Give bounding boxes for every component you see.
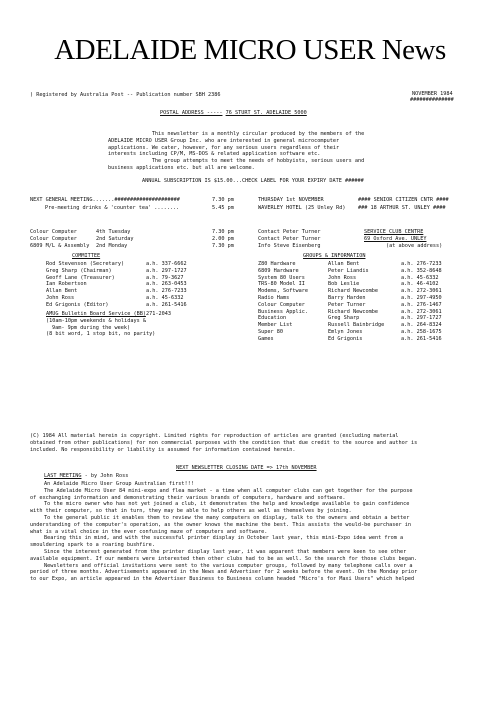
groups-info-row	[258, 336, 442, 343]
schedule-when: 2nd Monday	[96, 242, 128, 249]
groups-info-row	[258, 302, 442, 309]
group-phone: a.h. 297-4950	[401, 294, 442, 301]
article-line: Bearing this in mind, and with the successful printer display in October last year, this mini-Expo idea went from a	[44, 535, 404, 542]
article-line: with their computer, so that in turn, they may be able to help others as well as themselves by joining.	[30, 508, 352, 515]
schedule-contact: Info Steve Eisenberg	[258, 242, 321, 249]
group-phone: a.h. 258-1675	[401, 328, 442, 335]
group-contact: John Ross	[328, 274, 357, 281]
member-name: John Ross	[46, 294, 75, 301]
group-name: Education	[258, 315, 287, 322]
member-phone: a.h. 337-6662	[146, 261, 187, 267]
next-meeting-label: NEXT GENERAL MEETING.......#####################	[30, 197, 180, 203]
committee-title	[72, 253, 100, 259]
bulletin-line: (10am-10pm weekends & holidays &	[46, 317, 146, 324]
schedule-row	[30, 229, 320, 236]
schedule-contact: Contact Peter Turner	[258, 229, 321, 235]
issue-date: NOVEMBER 1984	[412, 91, 453, 97]
group-name: Super 80	[258, 328, 283, 335]
registration-line	[30, 92, 221, 98]
bulletin-board	[46, 311, 171, 338]
schedule-group: Colour Computer	[30, 235, 77, 242]
group-contact: Richard Newcombe	[328, 288, 378, 295]
intro-line: interests including CP/M, MS-DOS & related application software etc.	[108, 151, 321, 158]
member-phone: a.h. 263-0453	[146, 281, 187, 288]
groups-info-row	[258, 261, 442, 268]
groups-info-title	[303, 253, 365, 259]
member-name: Greg Sharp (Chairman)	[46, 267, 112, 274]
groups-info-row	[258, 288, 442, 295]
copyright-notice	[30, 433, 417, 453]
subscription-notice: ANNUAL SUBSCRIPTION IS $15.00...CHECK LABEL FOR YOUR EXPIRY DATE ######	[142, 178, 364, 184]
article-line: Newsletters and official invitations were sent to the various computer groups, followed by many telephone calls over a	[44, 562, 413, 569]
intro-line: applications. We cater, however, for any serious users regardless of their	[108, 144, 340, 151]
postal-label: POSTAL ADDRESS -----	[160, 110, 223, 116]
groups-info-table	[258, 261, 442, 343]
venue-address: ### 18 ARTHUR ST. UNLEY ####	[358, 205, 446, 211]
groups-info-row	[258, 315, 442, 322]
group-contact: Richard Newcombe	[328, 308, 378, 315]
groups-info-row	[258, 268, 442, 275]
article-title: LAST MEETING	[44, 473, 82, 479]
groups-info-row	[258, 295, 442, 302]
article-line: The Adelaide Micro User 84 mini-expo and flea market - a time when all computer clubs can get together for the purpose	[44, 487, 413, 494]
group-contact: Peter Turner	[328, 301, 366, 308]
bulletin-phone: 271-2043	[146, 311, 171, 317]
member-name: Ian Robertson	[46, 281, 87, 288]
group-name: Games	[258, 335, 274, 342]
article-line: To the general public it enables them to review the many computers on display, talk to the owners and obtain a better	[44, 514, 410, 521]
schedule-contact: Contact Peter Turner	[258, 235, 321, 242]
group-phone: a.h. 276-1467	[401, 301, 442, 308]
group-phone: a.h. 272-3061	[401, 308, 442, 315]
bulletin-line: 9am- 9pm during the week)	[52, 324, 131, 331]
group-name: Radio Hams	[258, 294, 290, 301]
committee-row	[46, 281, 187, 288]
schedule-group: Colour Computer	[30, 229, 77, 235]
group-name: 6809 Hardware	[258, 267, 299, 274]
service-club-title: SERVICE CLUB CENTRE	[364, 229, 424, 235]
committee-heading: COMMITTEE	[72, 253, 101, 259]
article-line: to our Expo, an article appeared in the Advertiser Business to Business column headed "Micro's for Maxi Users" which helped	[30, 576, 415, 583]
groups-info-row	[258, 309, 442, 316]
pre-meeting-time: 5.45 pm	[212, 205, 234, 211]
bracket-mark: )	[30, 92, 34, 98]
schedule-time: 7.30 pm	[212, 229, 234, 235]
intro-line: ADELAIDE MICRO USER Group Inc. who are interested in general microcomputer	[108, 137, 340, 144]
group-contact: Russell Bainbridge	[328, 322, 385, 329]
groups-info-row	[258, 322, 442, 329]
group-schedule	[30, 229, 320, 249]
next-meeting-date: THURSDAY 1st NOVEMBER	[258, 197, 324, 203]
article-line: period of three months. Advertisements appeared in the News and Advertiser for 2 weeks before the event. On the Monday prior	[30, 569, 418, 576]
postal-address	[160, 110, 307, 116]
member-name: Ed Grigonis (Editor)	[46, 301, 109, 308]
groups-info-row	[258, 329, 442, 336]
issue-stars: ##############	[410, 97, 454, 103]
committee-row	[46, 288, 187, 295]
group-contact: Bob Leslie	[328, 281, 360, 288]
group-phone: a.h. 46-4102	[401, 281, 439, 288]
member-name: Geoff Lane (Treasurer)	[46, 274, 115, 281]
group-contact: Allan Bent	[328, 261, 360, 267]
member-name: Allan Bent	[46, 288, 78, 295]
group-phone: a.h. 264-8324	[401, 322, 442, 329]
group-phone: a.h. 352-8648	[401, 267, 442, 274]
member-phone: a.h. 45-6332	[146, 294, 184, 301]
schedule-group: 6809 M/L & Assembly	[30, 242, 90, 249]
intro-paragraph	[108, 131, 408, 172]
groups-info-row	[258, 275, 442, 282]
article-line: what is a vital choice in the ever confusing maze of computers and software.	[30, 528, 268, 535]
group-contact: Emlyn Jones	[328, 328, 363, 335]
masthead: ADELAIDE MICRO USER News	[54, 34, 446, 66]
registration-text: Registered by Australia Post -- Publication number SBH 2386	[36, 92, 221, 98]
group-contact: Greg Sharp	[328, 315, 360, 322]
group-phone: a.h. 261-5416	[401, 335, 442, 342]
service-club-note: (at above address)	[386, 242, 443, 249]
pre-meeting-label: Pre-meeting drinks & 'counter tea' ........	[45, 205, 180, 211]
article-heading	[44, 473, 128, 479]
group-contact: Ed Grigonis	[328, 335, 363, 342]
schedule-when: 4th Tuesday	[96, 229, 131, 235]
bulletin-title: AMUG Bulletin Board Service (BB)	[46, 311, 146, 317]
group-contact: Barry Harden	[328, 294, 366, 301]
group-phone: a.h. 45-6332	[401, 274, 439, 281]
group-phone: a.h. 276-7233	[401, 261, 442, 267]
intro-line: This newsletter is a monthly circular produced by the members of the	[151, 131, 365, 137]
article-line: An Adelaide Micro User Group Australian first!!!	[44, 481, 194, 487]
next-meeting-venue: #### SENIOR CITIZEN CNTR ####	[358, 197, 449, 203]
member-phone: a.h. 261-5416	[146, 301, 187, 308]
article-line: understanding of the computer's operation, as the owner knows the machine the best. This assists the would-be purchaser in	[30, 521, 412, 528]
schedule-row	[30, 236, 320, 243]
member-phone: a.h. 79-3627	[146, 274, 184, 281]
copyright-line: (C) 1984 All material herein is copyright. Limited rights for reproduction of articles are granted (excluding material	[30, 433, 399, 439]
deadline-text: NEXT NEWSLETTER CLOSING DATE => 17th NOVEMBER	[176, 465, 317, 471]
copyright-line: obtained from other publications) for non commercial purposes with the condition that due credit to the source and author is	[30, 439, 418, 446]
next-deadline	[176, 465, 317, 471]
pre-meeting-venue: WAVERLEY HOTEL (25 Unley Rd)	[258, 205, 346, 211]
committee-row	[46, 268, 187, 275]
group-name: Business Applic.	[258, 308, 308, 315]
group-name: Z80 Hardware	[258, 261, 296, 267]
schedule-time: 2.00 pm	[212, 235, 234, 242]
member-phone: a.h. 276-7233	[146, 288, 187, 295]
service-club	[364, 229, 442, 249]
group-name: Modems, Software	[258, 288, 308, 295]
bulletin-title-row	[46, 311, 171, 318]
group-name: System 80 Users	[258, 274, 305, 281]
group-phone: a.h. 297-1727	[401, 315, 442, 322]
member-phone: a.h. 297-1727	[146, 267, 187, 274]
groups-info-row	[258, 281, 442, 288]
member-name: Rod Stevenson (Secretary)	[46, 261, 125, 267]
copyright-line: included. No responsibility or liability is assumed for information contained herein.	[30, 446, 296, 453]
article-line: available equipment. If our members were interested then other clubs had to be as well. So the search for those clubs began.	[30, 555, 418, 562]
next-meeting-time: 7.30 pm	[212, 197, 234, 203]
committee-row	[46, 261, 187, 268]
committee-row	[46, 302, 187, 309]
committee-row	[46, 275, 187, 282]
groups-info-heading: GROUPS & INFORMATION	[303, 253, 366, 259]
committee-row	[46, 295, 187, 302]
article-line: Since the interest generated from the printer display last year, it was apparent that members were keen to see other	[44, 548, 407, 555]
group-name: Colour Computer	[258, 301, 305, 308]
group-phone: a.h. 272-3061	[401, 288, 442, 295]
service-club-address: 69 Oxford Ave. UNLEY	[364, 235, 427, 242]
bulletin-line: (8 bit word, 1 stop bit, no parity)	[46, 331, 156, 338]
article-body	[30, 481, 417, 583]
group-contact: Peter Liandis	[328, 267, 369, 274]
article-line: of exchanging information and demonstrating their various brands of computers, hardware and software.	[30, 494, 346, 501]
group-name: TRS-80 Model II	[258, 281, 305, 288]
intro-line: business applications etc. but all are welcome.	[108, 164, 255, 171]
article-byline: - by John Ross	[84, 473, 129, 479]
group-name: Member List	[258, 322, 293, 329]
schedule-when: 2nd Saturday	[96, 235, 134, 242]
intro-line: The group attempts to meet the needs of hobbyists, serious users and	[151, 158, 365, 165]
committee-list	[46, 261, 187, 309]
article-line: smouldering spark to a roaring bushfire.	[30, 542, 155, 549]
schedule-time: 7.30 pm	[212, 242, 234, 249]
article-line: To the micro owner who has not yet joined a club, it demonstrates the help and knowledge available to gain confidence	[44, 501, 410, 508]
schedule-row	[30, 243, 320, 250]
postal-value: 76 STURT ST. ADELAIDE 5000	[225, 110, 307, 116]
